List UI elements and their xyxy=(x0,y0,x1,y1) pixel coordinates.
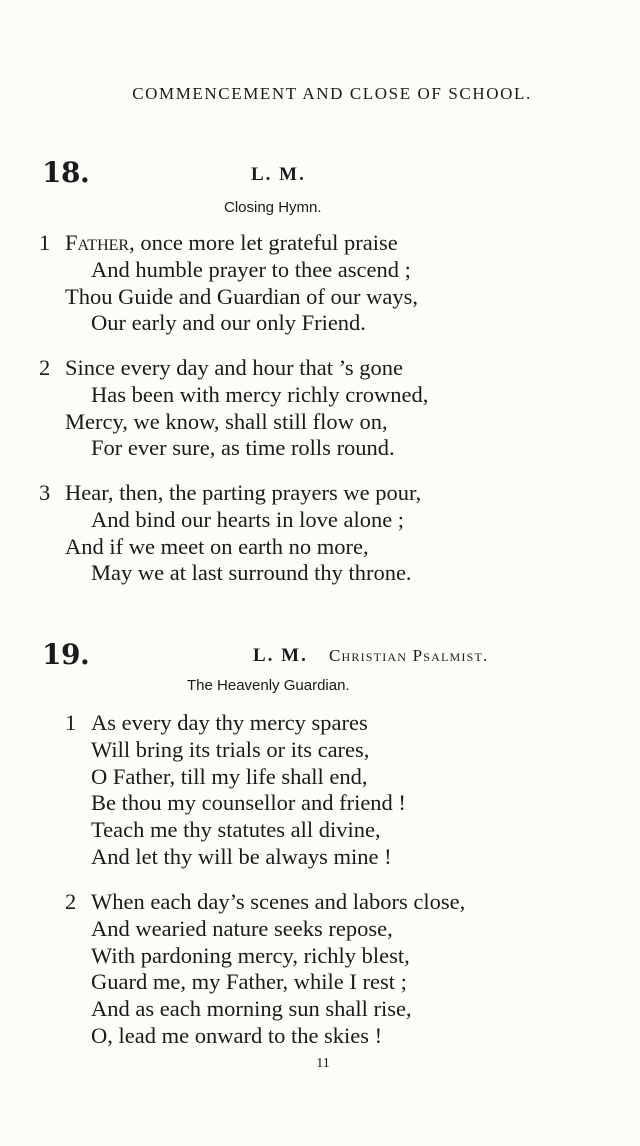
hymn-19-subtitle: The Heavenly Guardian. xyxy=(187,677,350,694)
stanza-line xyxy=(39,480,422,507)
stanza-line-text: As every day thy mercy spares xyxy=(91,710,368,735)
hymn-18-meter: L. M. xyxy=(251,164,306,185)
stanza-line: Will bring its trials or its cares, xyxy=(91,736,370,762)
page-number: 11 xyxy=(316,1056,330,1071)
stanza-line-text: once more let grateful praise xyxy=(134,230,398,255)
stanza-line: With pardoning mercy, richly blest, xyxy=(91,942,410,968)
stanza-line: And as each morning sun shall rise, xyxy=(91,996,412,1022)
hymn-18-stanza-3 xyxy=(39,480,422,587)
hymn-19-meter: L. M. xyxy=(253,645,308,666)
hymn-18-stanza-2 xyxy=(39,355,429,462)
hymn-number-19: 19. xyxy=(42,638,90,671)
hymn-19-stanza-1 xyxy=(65,710,406,871)
stanza-line xyxy=(65,889,466,916)
stanza-line: O, lead me onward to the skies ! xyxy=(91,1022,383,1048)
stanza-line: Has been with mercy richly crowned, xyxy=(91,381,429,407)
stanza-line: Be thou my counsellor and friend ! xyxy=(91,790,406,816)
hymn-19-author: Christian Psalmist. xyxy=(329,646,489,665)
hymn-number-18: 18. xyxy=(42,156,90,189)
stanza-line xyxy=(65,710,406,737)
hymn-18-stanza-1 xyxy=(39,230,419,337)
hymn-19-stanza-2 xyxy=(65,889,466,1050)
stanza-first-word: Father, xyxy=(65,230,135,255)
stanza-line: O Father, till my life shall end, xyxy=(91,763,368,789)
stanza-number: 1 xyxy=(39,230,51,255)
stanza-number: 2 xyxy=(65,889,77,914)
stanza-number: 3 xyxy=(39,480,51,505)
stanza-line-text: When each day’s scenes and labors close, xyxy=(91,889,466,914)
stanza-line xyxy=(39,355,428,382)
hymn-18-subtitle: Closing Hymn. xyxy=(224,199,322,216)
stanza-line: And let thy will be always mine ! xyxy=(91,843,392,869)
stanza-line-text: Since every day and hour that ’s gone xyxy=(65,355,404,380)
stanza-line xyxy=(39,230,418,257)
stanza-line: Our early and our only Friend. xyxy=(91,310,366,336)
stanza-number: 2 xyxy=(39,355,51,380)
stanza-line: Thou Guide and Guardian of our ways, xyxy=(65,283,419,309)
stanza-line: And bind our hearts in love alone ; xyxy=(91,506,405,532)
stanza-line: For ever sure, as time rolls round. xyxy=(91,435,395,461)
stanza-line: May we at last surround thy throne. xyxy=(91,560,412,586)
stanza-line: Mercy, we know, shall still flow on, xyxy=(65,408,388,434)
stanza-line-text: Hear, then, the parting prayers we pour, xyxy=(65,480,422,505)
stanza-line: Teach me thy statutes all divine, xyxy=(91,817,381,843)
stanza-line: And humble prayer to thee ascend ; xyxy=(91,256,411,282)
stanza-line: And if we meet on earth no more, xyxy=(65,533,369,559)
stanza-line: And wearied nature seeks repose, xyxy=(91,915,393,941)
stanza-number: 1 xyxy=(65,710,77,735)
running-head: COMMENCEMENT AND CLOSE OF SCHOOL. xyxy=(132,84,532,103)
stanza-line: Guard me, my Father, while I rest ; xyxy=(91,969,407,995)
